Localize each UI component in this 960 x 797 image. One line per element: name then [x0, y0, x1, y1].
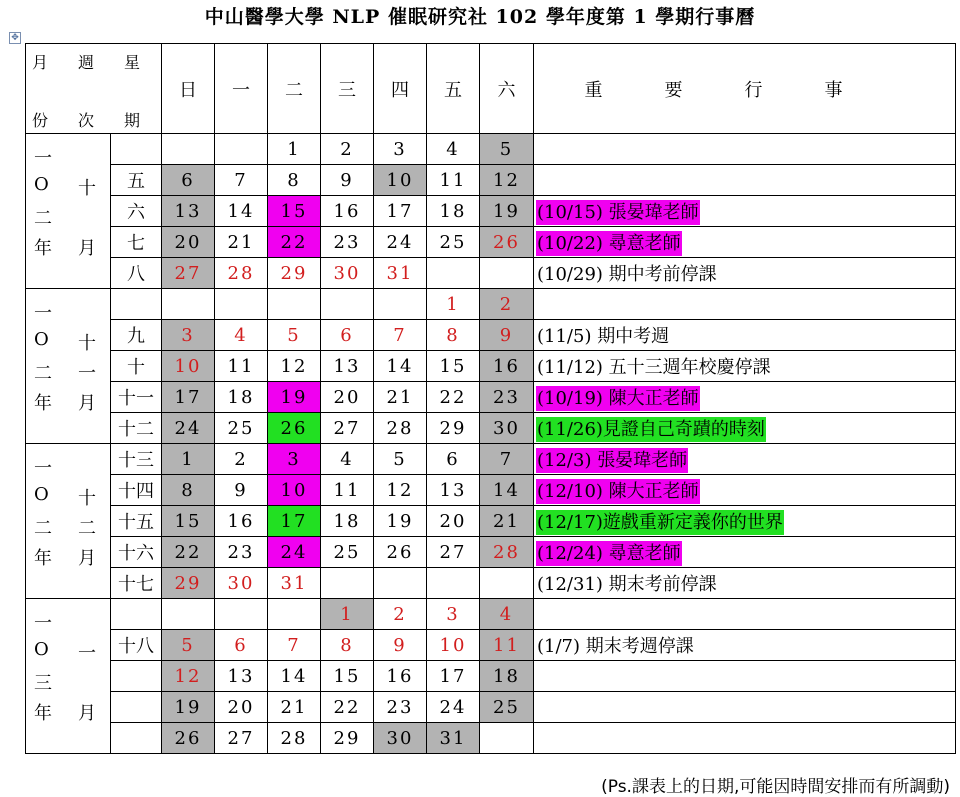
- event-cell: [534, 165, 956, 196]
- event-text: [536, 292, 538, 317]
- week-row: [26, 196, 956, 227]
- month-label-cell: [26, 134, 111, 289]
- date-cell: 12: [374, 475, 427, 506]
- date-cell: 8: [427, 320, 480, 351]
- date-cell: 5: [268, 320, 321, 351]
- date-cell: 29: [162, 568, 215, 599]
- week-row: [26, 382, 956, 413]
- date-cell: 8: [268, 165, 321, 196]
- date-cell: 25: [427, 227, 480, 258]
- date-cell: 5: [480, 134, 534, 165]
- event-text: [536, 602, 538, 627]
- header-month-week-cell: [26, 44, 162, 134]
- event-cell: [534, 382, 956, 413]
- date-cell: 31: [268, 568, 321, 599]
- date-cell: 25: [321, 537, 374, 568]
- date-cell: 22: [321, 692, 374, 723]
- date-cell: 17: [162, 382, 215, 413]
- week-number-cell: [111, 289, 162, 320]
- day-header-sat: 六: [480, 44, 534, 134]
- date-cell: 22: [268, 227, 321, 258]
- event-cell: [534, 413, 956, 444]
- date-cell: [374, 568, 427, 599]
- month-char: 十: [78, 178, 96, 199]
- month-char: 年: [34, 393, 52, 414]
- date-cell: 9: [480, 320, 534, 351]
- month-char: 年: [34, 238, 52, 259]
- date-cell: 21: [215, 227, 268, 258]
- date-cell: 19: [162, 692, 215, 723]
- date-cell: 7: [268, 630, 321, 661]
- week-number-cell: 十六: [111, 537, 162, 568]
- week-number-cell: [111, 723, 162, 754]
- date-cell: 26: [374, 537, 427, 568]
- date-cell: 9: [374, 630, 427, 661]
- date-cell: [215, 599, 268, 630]
- date-cell: 24: [162, 413, 215, 444]
- event-text: (12/24) 尋意老師: [537, 543, 681, 564]
- date-cell: 29: [321, 723, 374, 754]
- date-cell: [480, 258, 534, 289]
- date-cell: 18: [427, 196, 480, 227]
- date-cell: 17: [427, 661, 480, 692]
- date-cell: 14: [215, 196, 268, 227]
- event-cell: [534, 506, 956, 537]
- date-cell: 3: [427, 599, 480, 630]
- date-cell: 16: [321, 196, 374, 227]
- date-cell: 20: [427, 506, 480, 537]
- week-number-cell: [111, 692, 162, 723]
- header-month-label: 月: [32, 53, 49, 72]
- date-cell: [427, 568, 480, 599]
- date-cell: 23: [480, 382, 534, 413]
- date-cell: 20: [321, 382, 374, 413]
- date-cell: [480, 723, 534, 754]
- date-cell: 30: [374, 723, 427, 754]
- event-cell: [534, 723, 956, 754]
- date-cell: 27: [427, 537, 480, 568]
- date-cell: 14: [374, 351, 427, 382]
- date-cell: 10: [268, 475, 321, 506]
- event-text: (10/22) 尋意老師: [537, 233, 681, 254]
- date-cell: 4: [215, 320, 268, 351]
- event-text: (12/3) 張晏瑋老師: [537, 450, 688, 471]
- header-star-label: 星: [124, 53, 141, 72]
- date-cell: 9: [215, 475, 268, 506]
- date-cell: 14: [480, 475, 534, 506]
- event-text: [536, 664, 538, 689]
- week-number-cell: 十一: [111, 382, 162, 413]
- date-cell: 12: [480, 165, 534, 196]
- date-cell: 30: [480, 413, 534, 444]
- date-cell: 29: [268, 258, 321, 289]
- date-cell: 2: [374, 599, 427, 630]
- date-cell: 5: [374, 444, 427, 475]
- day-header-tue: 二: [268, 44, 321, 134]
- date-cell: 15: [321, 661, 374, 692]
- event-cell: [534, 599, 956, 630]
- date-cell: [480, 568, 534, 599]
- date-cell: 21: [374, 382, 427, 413]
- date-cell: 23: [321, 227, 374, 258]
- month-char: O: [34, 484, 49, 505]
- week-number-cell: 十: [111, 351, 162, 382]
- date-cell: 9: [321, 165, 374, 196]
- month-char: O: [34, 174, 49, 195]
- date-cell: 30: [321, 258, 374, 289]
- week-number-cell: [111, 599, 162, 630]
- week-row: [26, 413, 956, 444]
- event-cell: [534, 258, 956, 289]
- week-row: [26, 506, 956, 537]
- date-cell: 25: [215, 413, 268, 444]
- events-header: 重要行事: [534, 44, 956, 134]
- week-row: [26, 723, 956, 754]
- date-cell: 15: [427, 351, 480, 382]
- event-cell: [534, 630, 956, 661]
- date-cell: 12: [162, 661, 215, 692]
- week-row: [26, 661, 956, 692]
- event-cell: [534, 692, 956, 723]
- month-char: 一: [78, 363, 96, 384]
- date-cell: 2: [321, 134, 374, 165]
- day-header-mon: 一: [215, 44, 268, 134]
- event-cell: [534, 196, 956, 227]
- event-text: (11/5) 期中考週: [537, 326, 670, 347]
- date-cell: 18: [215, 382, 268, 413]
- date-cell: 16: [215, 506, 268, 537]
- date-cell: 11: [321, 475, 374, 506]
- week-number-cell: 十二: [111, 413, 162, 444]
- month-char: 一: [34, 458, 52, 479]
- event-text: (10/29) 期中考前停課: [537, 264, 717, 285]
- date-cell: [162, 289, 215, 320]
- date-cell: 11: [215, 351, 268, 382]
- date-cell: 8: [321, 630, 374, 661]
- date-cell: 27: [162, 258, 215, 289]
- date-cell: 5: [162, 630, 215, 661]
- date-cell: 6: [427, 444, 480, 475]
- week-row: [26, 320, 956, 351]
- month-char: 十: [78, 488, 96, 509]
- date-cell: 28: [374, 413, 427, 444]
- table-move-handle-icon[interactable]: ✥: [9, 32, 21, 44]
- date-cell: [162, 134, 215, 165]
- week-number-cell: 十三: [111, 444, 162, 475]
- date-cell: [268, 599, 321, 630]
- week-number-cell: 十五: [111, 506, 162, 537]
- date-cell: 17: [268, 506, 321, 537]
- date-cell: 6: [321, 320, 374, 351]
- date-cell: 24: [427, 692, 480, 723]
- date-cell: [427, 258, 480, 289]
- date-cell: 13: [162, 196, 215, 227]
- week-number-cell: 十八: [111, 630, 162, 661]
- week-number-cell: [111, 134, 162, 165]
- date-cell: 17: [374, 196, 427, 227]
- date-cell: 19: [480, 196, 534, 227]
- month-char: 一: [78, 643, 96, 664]
- week-row: [26, 134, 956, 165]
- month-char: 月: [78, 548, 96, 569]
- date-cell: 20: [215, 692, 268, 723]
- month-label-cell: [26, 444, 111, 599]
- week-number-cell: 五: [111, 165, 162, 196]
- date-cell: 3: [374, 134, 427, 165]
- date-cell: 25: [480, 692, 534, 723]
- date-cell: 3: [268, 444, 321, 475]
- date-cell: 20: [162, 227, 215, 258]
- week-number-cell: 六: [111, 196, 162, 227]
- date-cell: 13: [321, 351, 374, 382]
- date-cell: 23: [215, 537, 268, 568]
- date-cell: 27: [215, 723, 268, 754]
- month-char: 月: [78, 393, 96, 414]
- date-cell: 28: [480, 537, 534, 568]
- week-row: [26, 568, 956, 599]
- month-char: 二: [34, 363, 52, 384]
- date-cell: 21: [268, 692, 321, 723]
- date-cell: 3: [162, 320, 215, 351]
- event-text: (1/7) 期末考週停課: [537, 636, 694, 657]
- date-cell: 27: [321, 413, 374, 444]
- date-cell: 4: [427, 134, 480, 165]
- date-cell: 11: [480, 630, 534, 661]
- event-text: (12/17)遊戲重新定義你的世界: [537, 512, 783, 533]
- date-cell: 28: [215, 258, 268, 289]
- date-cell: [215, 289, 268, 320]
- calendar-table: [25, 43, 956, 754]
- date-cell: 7: [374, 320, 427, 351]
- date-cell: 1: [427, 289, 480, 320]
- header-week-label-2: 次: [78, 111, 95, 130]
- month-char: 月: [78, 238, 96, 259]
- page-title: 中山醫學大學 NLP 催眠研究社 102 學年度第 1 學期行事曆: [204, 6, 756, 28]
- date-cell: 4: [321, 444, 374, 475]
- event-cell: [534, 134, 956, 165]
- month-char: 年: [34, 548, 52, 569]
- header-week-label: 週: [78, 53, 95, 72]
- event-text: [536, 168, 538, 193]
- month-char: 年: [34, 703, 52, 724]
- date-cell: 19: [268, 382, 321, 413]
- week-row: [26, 165, 956, 196]
- date-cell: [268, 289, 321, 320]
- header-period-label: 期: [124, 111, 141, 130]
- week-row: [26, 227, 956, 258]
- event-text: (12/10) 陳大正老師: [537, 481, 699, 502]
- month-char: 二: [34, 208, 52, 229]
- date-cell: 30: [215, 568, 268, 599]
- event-cell: [534, 475, 956, 506]
- date-cell: 26: [162, 723, 215, 754]
- day-header-sun: 日: [162, 44, 215, 134]
- day-header-fri: 五: [427, 44, 480, 134]
- month-char: 二: [78, 518, 96, 539]
- date-cell: 1: [162, 444, 215, 475]
- event-text: (10/15) 張晏瑋老師: [537, 202, 699, 223]
- month-char: 十: [78, 333, 96, 354]
- event-text: (11/12) 五十三週年校慶停課: [537, 357, 771, 378]
- month-label-cell: [26, 599, 111, 754]
- date-cell: 18: [480, 661, 534, 692]
- day-header-wed: 三: [321, 44, 374, 134]
- date-cell: [162, 599, 215, 630]
- date-cell: 23: [374, 692, 427, 723]
- week-number-cell: 十七: [111, 568, 162, 599]
- month-char: 月: [78, 703, 96, 724]
- date-cell: 26: [268, 413, 321, 444]
- date-cell: 8: [162, 475, 215, 506]
- date-cell: 24: [374, 227, 427, 258]
- week-number-cell: 十四: [111, 475, 162, 506]
- date-cell: 12: [268, 351, 321, 382]
- date-cell: 6: [215, 630, 268, 661]
- date-cell: 10: [374, 165, 427, 196]
- event-cell: [534, 320, 956, 351]
- week-row: [26, 289, 956, 320]
- event-text: [536, 137, 538, 162]
- day-header-thu: 四: [374, 44, 427, 134]
- week-number-cell: [111, 661, 162, 692]
- date-cell: [321, 289, 374, 320]
- month-char: O: [34, 639, 49, 660]
- week-row: [26, 444, 956, 475]
- month-char: 一: [34, 613, 52, 634]
- week-row: [26, 351, 956, 382]
- week-number-cell: 九: [111, 320, 162, 351]
- event-text: (12/31) 期末考前停課: [537, 574, 717, 595]
- week-row: [26, 537, 956, 568]
- date-cell: 16: [374, 661, 427, 692]
- event-cell: [534, 351, 956, 382]
- week-number-cell: 八: [111, 258, 162, 289]
- week-row: [26, 630, 956, 661]
- month-label-cell: [26, 289, 111, 444]
- date-cell: 11: [427, 165, 480, 196]
- date-cell: 1: [321, 599, 374, 630]
- date-cell: 14: [268, 661, 321, 692]
- date-cell: 2: [215, 444, 268, 475]
- date-cell: 15: [162, 506, 215, 537]
- date-cell: 31: [427, 723, 480, 754]
- date-cell: 31: [374, 258, 427, 289]
- week-row: [26, 599, 956, 630]
- event-text: [536, 695, 538, 720]
- event-cell: [534, 289, 956, 320]
- date-cell: 10: [427, 630, 480, 661]
- date-cell: 4: [480, 599, 534, 630]
- event-cell: [534, 227, 956, 258]
- event-text: (11/26)見證自己奇蹟的時刻: [537, 419, 765, 440]
- date-cell: 16: [480, 351, 534, 382]
- date-cell: 21: [480, 506, 534, 537]
- date-cell: 2: [480, 289, 534, 320]
- event-cell: [534, 661, 956, 692]
- date-cell: 7: [480, 444, 534, 475]
- event-text: [536, 726, 538, 751]
- date-cell: 22: [162, 537, 215, 568]
- month-char: O: [34, 329, 49, 350]
- footnote: (Ps.課表上的日期,可能因時間安排而有所調動): [601, 777, 950, 797]
- month-char: 二: [34, 518, 52, 539]
- date-cell: 15: [268, 196, 321, 227]
- date-cell: 22: [427, 382, 480, 413]
- event-cell: [534, 444, 956, 475]
- event-cell: [534, 568, 956, 599]
- event-text: (10/19) 陳大正老師: [537, 388, 699, 409]
- date-cell: 26: [480, 227, 534, 258]
- week-row: [26, 475, 956, 506]
- date-cell: 18: [321, 506, 374, 537]
- date-cell: 19: [374, 506, 427, 537]
- event-cell: [534, 537, 956, 568]
- date-cell: 13: [215, 661, 268, 692]
- month-char: 一: [34, 303, 52, 324]
- date-cell: 1: [268, 134, 321, 165]
- week-number-cell: 七: [111, 227, 162, 258]
- month-char: 一: [34, 148, 52, 169]
- date-cell: 24: [268, 537, 321, 568]
- header-month-label-2: 份: [32, 111, 49, 130]
- week-row: [26, 692, 956, 723]
- date-cell: 7: [215, 165, 268, 196]
- date-cell: 13: [427, 475, 480, 506]
- date-cell: 6: [162, 165, 215, 196]
- date-cell: [374, 289, 427, 320]
- date-cell: 28: [268, 723, 321, 754]
- date-cell: 10: [162, 351, 215, 382]
- week-row: [26, 258, 956, 289]
- date-cell: [321, 568, 374, 599]
- month-char: 三: [34, 673, 52, 694]
- date-cell: 29: [427, 413, 480, 444]
- date-cell: [215, 134, 268, 165]
- header-row: [26, 44, 956, 134]
